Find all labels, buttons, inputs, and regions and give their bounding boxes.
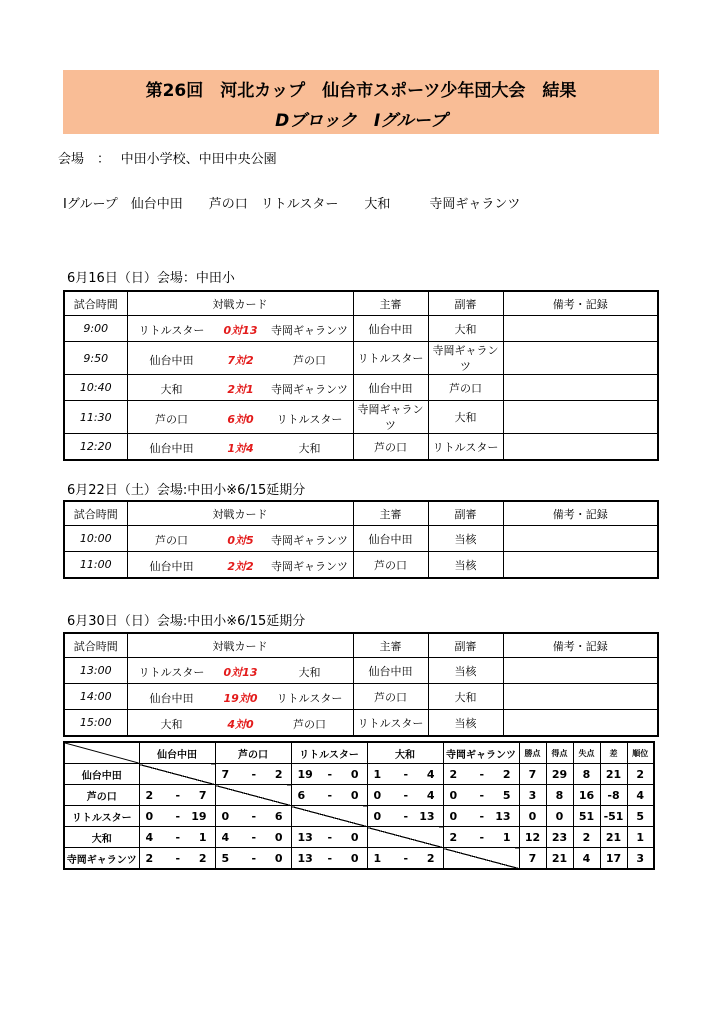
goals-for: 13 xyxy=(297,831,313,844)
team-a: 大和 xyxy=(160,718,183,731)
result-cell xyxy=(367,764,443,785)
self-match-cell xyxy=(367,827,443,848)
title-line-1: 第26回 河北カップ 仙台市スポーツ少年団大会 結果 xyxy=(145,81,577,101)
self-match-cell xyxy=(139,764,215,785)
match-score: 2対2 xyxy=(227,560,254,573)
dash-separator: - xyxy=(251,831,257,844)
stat-cell: 21 xyxy=(546,848,573,870)
header-time: 試合時間 xyxy=(64,633,127,658)
match-card-inner xyxy=(128,658,353,683)
header-card: 対戦カード xyxy=(127,291,353,316)
self-match-cell xyxy=(291,806,367,827)
stat-header: 失点 xyxy=(573,742,600,764)
header-row xyxy=(64,633,658,658)
goals-for: 2 xyxy=(145,852,154,865)
result-cell xyxy=(139,785,215,806)
team-column-header: 大和 xyxy=(367,742,443,764)
goals-against: 13 xyxy=(495,810,511,823)
match-time: 15:00 xyxy=(64,710,127,737)
notes xyxy=(503,401,658,434)
goals-for: 0 xyxy=(221,810,230,823)
result-pair xyxy=(292,764,367,784)
stat-cell: 21 xyxy=(600,764,627,785)
header-card: 対戦カード xyxy=(127,501,353,526)
header-sub-referee: 副審 xyxy=(428,501,503,526)
dash-separator: - xyxy=(327,852,333,865)
stat-cell: -51 xyxy=(600,806,627,827)
match-card xyxy=(127,342,353,375)
group-line: Iグループ 仙台中田 芦の口 リトルスター 大和 寺岡ギャランツ xyxy=(63,197,521,212)
dash-separator: - xyxy=(327,768,333,781)
header-time: 試合時間 xyxy=(64,291,127,316)
header-time: 試合時間 xyxy=(64,501,127,526)
header-notes: 備考・記録 xyxy=(503,291,658,316)
goals-against: 0 xyxy=(274,852,283,865)
result-pair xyxy=(368,806,443,826)
header-notes: 備考・記録 xyxy=(503,501,658,526)
stat-cell: 2 xyxy=(627,764,654,785)
match-time: 11:00 xyxy=(64,552,127,579)
match-row xyxy=(64,375,658,401)
standings-row xyxy=(64,764,654,785)
team-row-header: 大和 xyxy=(64,827,139,848)
stat-cell: 21 xyxy=(600,827,627,848)
standings-row xyxy=(64,827,654,848)
referee: リトルスター xyxy=(353,342,428,375)
header-sub-referee: 副審 xyxy=(428,633,503,658)
notes xyxy=(503,552,658,579)
notes xyxy=(503,434,658,461)
stat-cell: 17 xyxy=(600,848,627,870)
team-b: 芦の口 xyxy=(293,353,326,367)
schedule-table xyxy=(63,632,659,737)
dash-separator: - xyxy=(479,831,485,844)
notes xyxy=(503,658,658,684)
team-b: リトルスター xyxy=(276,692,343,705)
result-cell xyxy=(139,806,215,827)
result-pair xyxy=(444,785,519,805)
match-time: 10:00 xyxy=(64,526,127,552)
referee: リトルスター xyxy=(353,710,428,737)
referee: 仙台中田 xyxy=(353,375,428,401)
sub-referee: 寺岡ギャランツ xyxy=(428,342,503,375)
sub-referee: 当核 xyxy=(428,526,503,552)
goals-against: 2 xyxy=(426,852,435,865)
result-cell xyxy=(367,848,443,870)
match-card xyxy=(127,710,353,737)
team-b: リトルスター xyxy=(276,412,343,426)
stat-cell: 7 xyxy=(519,764,546,785)
match-card xyxy=(127,434,353,461)
sub-referee: 当核 xyxy=(428,658,503,684)
dash-separator: - xyxy=(403,810,409,823)
title-banner xyxy=(63,70,659,134)
match-card-inner xyxy=(128,375,353,400)
team-a: 仙台中田 xyxy=(149,442,194,455)
goals-against: 0 xyxy=(350,768,359,781)
header-referee: 主審 xyxy=(353,501,428,526)
schedule-table xyxy=(63,290,659,461)
sub-referee: 当核 xyxy=(428,710,503,737)
title-line-2: Dブロック Iグループ xyxy=(275,111,447,131)
stat-cell: 0 xyxy=(519,806,546,827)
sub-referee: 当核 xyxy=(428,552,503,579)
stat-cell: 2 xyxy=(573,827,600,848)
match-score: 0対5 xyxy=(227,534,254,547)
match-time: 10:40 xyxy=(64,375,127,401)
match-card xyxy=(127,552,353,579)
header-card: 対戦カード xyxy=(127,633,353,658)
dash-separator: - xyxy=(403,789,409,802)
match-row xyxy=(64,552,658,579)
goals-for: 0 xyxy=(449,789,458,802)
result-pair xyxy=(216,848,291,868)
dash-separator: - xyxy=(403,768,409,781)
goals-for: 2 xyxy=(145,789,154,802)
referee: 寺岡ギャランツ xyxy=(353,401,428,434)
notes xyxy=(503,342,658,375)
notes xyxy=(503,316,658,342)
goals-for: 4 xyxy=(145,831,154,844)
goals-against: 2 xyxy=(198,852,207,865)
stat-cell: 51 xyxy=(573,806,600,827)
self-match-cell xyxy=(215,785,291,806)
match-time: 9:50 xyxy=(64,342,127,375)
dash-separator: - xyxy=(479,789,485,802)
referee: 芦の口 xyxy=(353,684,428,710)
section-title: 6月30日（日）会場:中田小※6/15延期分 xyxy=(67,614,306,629)
goals-for: 2 xyxy=(449,831,458,844)
header-row xyxy=(64,501,658,526)
stat-header: 得点 xyxy=(546,742,573,764)
stat-cell: 8 xyxy=(546,785,573,806)
match-time: 12:20 xyxy=(64,434,127,461)
result-pair xyxy=(444,827,519,847)
result-cell xyxy=(291,827,367,848)
match-row xyxy=(64,526,658,552)
dash-separator: - xyxy=(251,810,257,823)
team-row-header: 芦の口 xyxy=(64,785,139,806)
notes xyxy=(503,526,658,552)
stat-cell: 4 xyxy=(573,848,600,870)
dash-separator: - xyxy=(175,831,181,844)
dash-separator: - xyxy=(403,852,409,865)
result-cell xyxy=(443,806,519,827)
team-a: 仙台中田 xyxy=(149,560,194,573)
match-row xyxy=(64,401,658,434)
result-cell xyxy=(291,764,367,785)
team-b: 寺岡ギャランツ xyxy=(271,383,348,396)
sub-referee: 大和 xyxy=(428,401,503,434)
result-cell xyxy=(291,785,367,806)
notes xyxy=(503,684,658,710)
goals-against: 6 xyxy=(274,810,283,823)
match-score: 2対1 xyxy=(227,383,254,396)
result-pair xyxy=(216,764,291,784)
referee: 芦の口 xyxy=(353,552,428,579)
goals-for: 2 xyxy=(449,768,458,781)
match-card-inner xyxy=(128,710,353,735)
match-score: 4対0 xyxy=(227,718,254,731)
team-a: リトルスター xyxy=(138,666,205,679)
goals-for: 13 xyxy=(297,852,313,865)
goals-for: 7 xyxy=(221,768,230,781)
corner-cell xyxy=(64,742,139,764)
standings-row xyxy=(64,785,654,806)
team-b: 寺岡ギャランツ xyxy=(271,534,348,547)
match-card-inner xyxy=(128,526,353,551)
match-card xyxy=(127,526,353,552)
goals-against: 2 xyxy=(502,768,511,781)
result-pair xyxy=(444,806,519,826)
goals-for: 0 xyxy=(145,810,154,823)
notes xyxy=(503,710,658,737)
match-card-inner xyxy=(128,684,353,709)
goals-against: 7 xyxy=(198,789,207,802)
result-cell xyxy=(443,785,519,806)
team-row-header: 仙台中田 xyxy=(64,764,139,785)
header-sub-referee: 副審 xyxy=(428,291,503,316)
result-cell xyxy=(139,827,215,848)
goals-for: 5 xyxy=(221,852,230,865)
goals-against: 0 xyxy=(350,789,359,802)
header-row xyxy=(64,291,658,316)
stat-cell: 3 xyxy=(519,785,546,806)
dash-separator: - xyxy=(479,768,485,781)
goals-for: 19 xyxy=(297,768,313,781)
stat-cell: 3 xyxy=(627,848,654,870)
result-cell xyxy=(367,806,443,827)
team-column-header: リトルスター xyxy=(291,742,367,764)
goals-for: 0 xyxy=(373,789,382,802)
sub-referee: 芦の口 xyxy=(428,375,503,401)
team-a: 芦の口 xyxy=(155,534,188,547)
venue-line: 会場 ： 中田小学校、中田中央公園 xyxy=(58,152,277,167)
team-row-header: リトルスター xyxy=(64,806,139,827)
match-card xyxy=(127,401,353,434)
match-score: 19対0 xyxy=(223,692,258,705)
goals-for: 1 xyxy=(373,852,382,865)
match-time: 13:00 xyxy=(64,658,127,684)
dash-separator: - xyxy=(251,852,257,865)
stat-cell: 0 xyxy=(546,806,573,827)
referee: 仙台中田 xyxy=(353,316,428,342)
standings-row xyxy=(64,806,654,827)
schedule-table xyxy=(63,500,659,579)
header-notes: 備考・記録 xyxy=(503,633,658,658)
result-pair xyxy=(216,827,291,847)
dash-separator: - xyxy=(175,789,181,802)
match-score: 7対2 xyxy=(227,353,254,367)
goals-against: 2 xyxy=(274,768,283,781)
match-score: 0対13 xyxy=(223,324,258,337)
stat-cell: 16 xyxy=(573,785,600,806)
standings-table xyxy=(63,741,655,870)
result-pair xyxy=(140,785,215,805)
result-cell xyxy=(215,764,291,785)
team-b: 寺岡ギャランツ xyxy=(271,560,348,573)
result-pair xyxy=(216,806,291,826)
stat-cell: 8 xyxy=(573,764,600,785)
match-time: 14:00 xyxy=(64,684,127,710)
dash-separator: - xyxy=(327,789,333,802)
stat-cell: 7 xyxy=(519,848,546,870)
stat-header: 勝点 xyxy=(519,742,546,764)
match-card xyxy=(127,316,353,342)
match-card xyxy=(127,375,353,401)
match-card-inner xyxy=(128,346,353,371)
standings-row xyxy=(64,848,654,870)
team-a: 大和 xyxy=(160,383,183,396)
stat-header: 差 xyxy=(600,742,627,764)
dash-separator: - xyxy=(175,852,181,865)
team-column-header: 寺岡ギャランツ xyxy=(443,742,519,764)
goals-against: 1 xyxy=(502,831,511,844)
referee: 仙台中田 xyxy=(353,658,428,684)
goals-against: 0 xyxy=(274,831,283,844)
result-pair xyxy=(368,764,443,784)
match-card xyxy=(127,684,353,710)
sub-referee: リトルスター xyxy=(428,434,503,461)
goals-against: 4 xyxy=(426,768,435,781)
goals-against: 1 xyxy=(198,831,207,844)
goals-against: 0 xyxy=(350,831,359,844)
match-time: 11:30 xyxy=(64,401,127,434)
team-a: リトルスター xyxy=(138,324,205,337)
goals-for: 1 xyxy=(373,768,382,781)
result-pair xyxy=(292,827,367,847)
result-cell xyxy=(215,806,291,827)
stat-cell: 23 xyxy=(546,827,573,848)
stat-cell: -8 xyxy=(600,785,627,806)
team-row-header: 寺岡ギャランツ xyxy=(64,848,139,870)
result-pair xyxy=(140,806,215,826)
team-b: 寺岡ギャランツ xyxy=(271,324,348,337)
match-row xyxy=(64,434,658,461)
result-pair xyxy=(292,848,367,868)
result-pair xyxy=(292,785,367,805)
match-score: 6対0 xyxy=(227,412,254,426)
sub-referee: 大和 xyxy=(428,684,503,710)
stat-cell: 1 xyxy=(627,827,654,848)
stat-cell: 5 xyxy=(627,806,654,827)
goals-against: 19 xyxy=(191,810,207,823)
match-score: 0対13 xyxy=(223,666,258,679)
result-cell xyxy=(215,848,291,870)
result-cell xyxy=(215,827,291,848)
section-title: 6月22日（土）会場:中田小※6/15延期分 xyxy=(67,483,306,498)
result-pair xyxy=(368,785,443,805)
corner-diagonal xyxy=(65,743,139,763)
match-card xyxy=(127,658,353,684)
result-cell xyxy=(367,785,443,806)
team-b: 大和 xyxy=(298,666,321,679)
stat-cell: 4 xyxy=(627,785,654,806)
sub-referee: 大和 xyxy=(428,316,503,342)
stat-cell: 29 xyxy=(546,764,573,785)
goals-against: 4 xyxy=(426,789,435,802)
referee: 芦の口 xyxy=(353,434,428,461)
result-cell xyxy=(443,827,519,848)
match-card-inner xyxy=(128,552,353,577)
match-card-inner xyxy=(128,316,353,341)
result-pair xyxy=(140,848,215,868)
stat-cell: 12 xyxy=(519,827,546,848)
goals-for: 0 xyxy=(373,810,382,823)
match-card-inner xyxy=(128,434,353,459)
self-match-cell xyxy=(443,848,519,870)
team-a: 仙台中田 xyxy=(149,692,194,705)
match-row xyxy=(64,684,658,710)
notes xyxy=(503,375,658,401)
team-b: 大和 xyxy=(298,442,321,455)
goals-against: 0 xyxy=(350,852,359,865)
goals-for: 0 xyxy=(449,810,458,823)
goals-for: 6 xyxy=(297,789,306,802)
header-referee: 主審 xyxy=(353,633,428,658)
result-pair xyxy=(444,764,519,784)
result-cell xyxy=(139,848,215,870)
stat-header: 順位 xyxy=(627,742,654,764)
result-cell xyxy=(443,764,519,785)
result-cell xyxy=(291,848,367,870)
match-score: 1対4 xyxy=(227,442,254,455)
section-title: 6月16日（日）会場：中田小 xyxy=(67,271,235,286)
goals-for: 4 xyxy=(221,831,230,844)
match-row xyxy=(64,710,658,737)
team-column-header: 芦の口 xyxy=(215,742,291,764)
team-b: 芦の口 xyxy=(293,718,326,731)
dash-separator: - xyxy=(479,810,485,823)
result-pair xyxy=(368,848,443,868)
goals-against: 13 xyxy=(419,810,435,823)
goals-against: 5 xyxy=(502,789,511,802)
team-a: 芦の口 xyxy=(155,412,188,426)
match-card-inner xyxy=(128,405,353,430)
referee: 仙台中田 xyxy=(353,526,428,552)
match-row xyxy=(64,658,658,684)
header-referee: 主審 xyxy=(353,291,428,316)
dash-separator: - xyxy=(251,768,257,781)
match-row xyxy=(64,316,658,342)
dash-separator: - xyxy=(175,810,181,823)
dash-separator: - xyxy=(327,831,333,844)
match-row xyxy=(64,342,658,375)
match-time: 9:00 xyxy=(64,316,127,342)
standings-header-row xyxy=(64,742,654,764)
result-pair xyxy=(140,827,215,847)
team-column-header: 仙台中田 xyxy=(139,742,215,764)
team-a: 仙台中田 xyxy=(149,353,194,367)
